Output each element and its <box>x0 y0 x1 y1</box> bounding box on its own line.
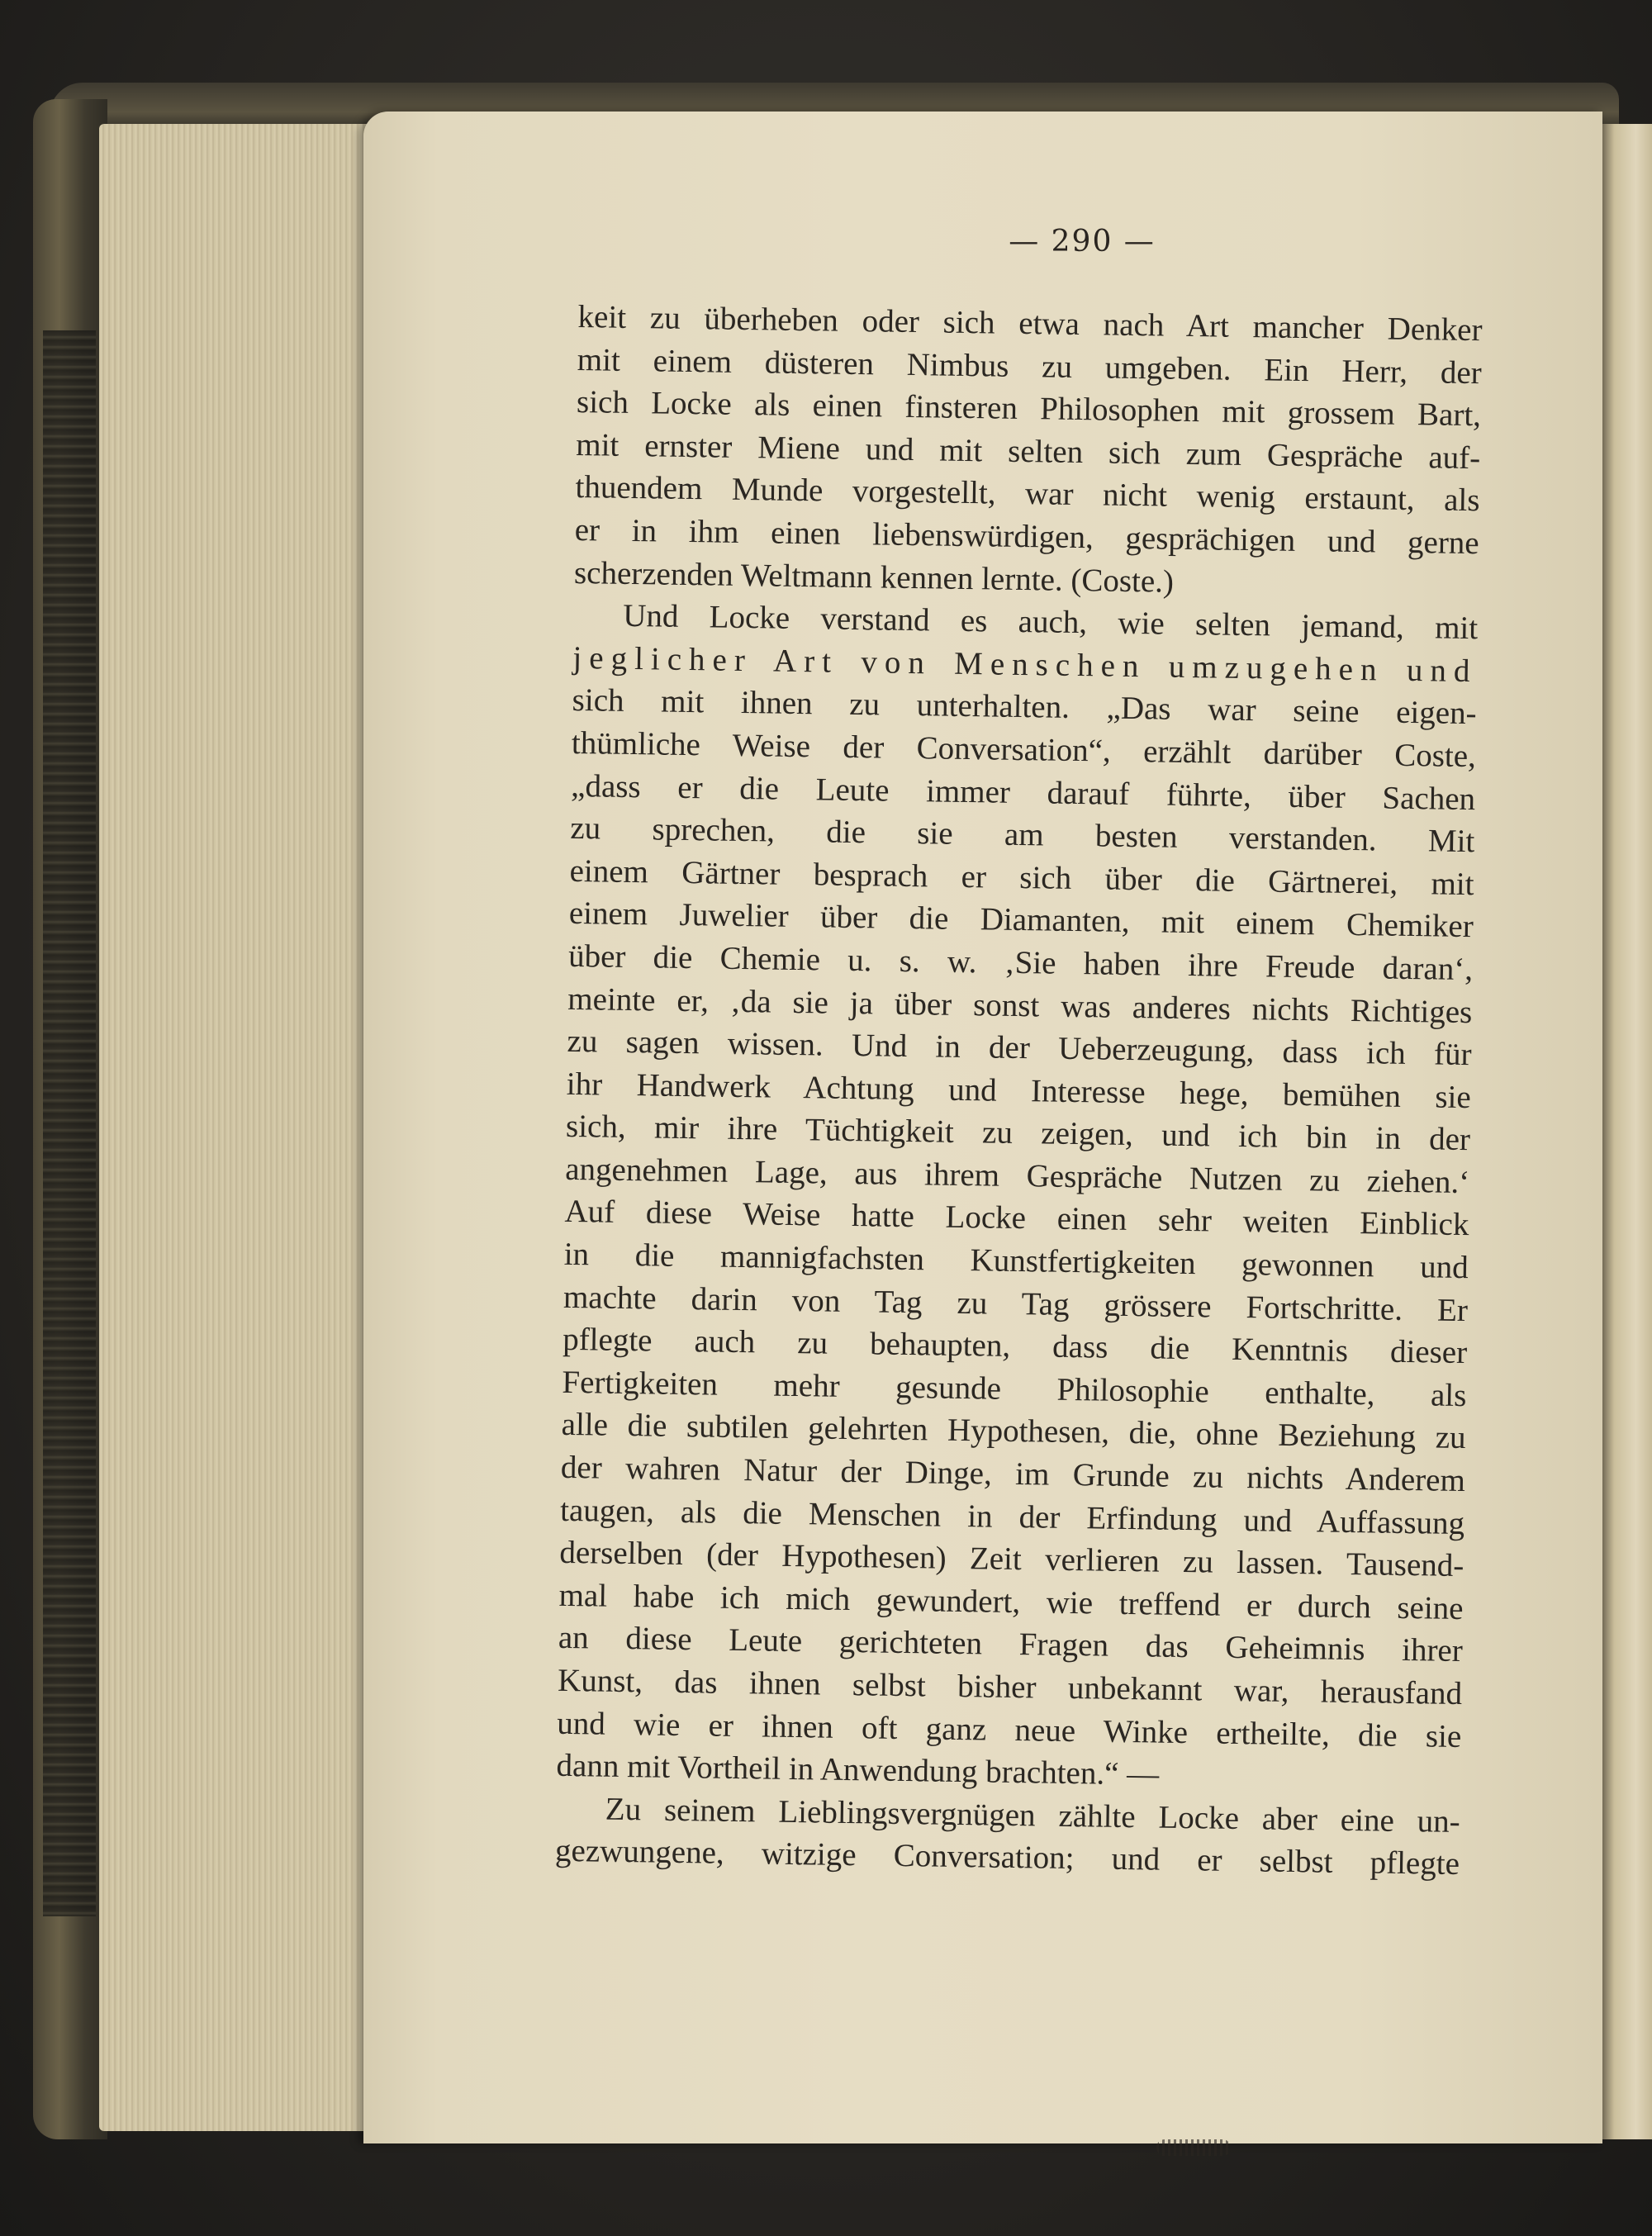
facing-page-edge <box>1598 124 1652 2139</box>
text-line: an diese Leute gerichteten Fragen das Geheimnis ihrer <box>558 1620 1464 1669</box>
book-spine-binding <box>43 330 96 1916</box>
text-line: mal habe ich mich gewundert, wie treffend er durch seine <box>558 1577 1464 1626</box>
text-line: er in ihm einen liebenswürdigen, gesprächigen und gerne <box>574 511 1479 562</box>
text-line: in die mannigfachsten Kunstfertigkeiten gewonnen und <box>563 1236 1469 1286</box>
text-line: Zu seinem Lieblingsvergnügen zählte Locke aber eine un- <box>605 1791 1461 1840</box>
print-mark <box>1156 2139 1231 2156</box>
text-line: einem Juwelier über die Diamanten, mit einem Chemiker <box>568 895 1474 945</box>
text-line: mit ernster Miene und mit selten sich zum Gespräche auf- <box>576 426 1481 477</box>
text-line: thuendem Munde vorgestellt, war nicht wenig erstaunt, als <box>575 469 1480 519</box>
text-line: der wahren Natur der Dinge, im Grunde zu nichts Anderem <box>560 1449 1466 1499</box>
text-line: dann mit Vortheil in Anwendung brachten.“ — <box>556 1747 1160 1792</box>
text-line: thümliche Weise der Conversation“, erzählt darüber Coste, <box>571 724 1477 775</box>
text-line: Auf diese Weise hatte Locke einen sehr weiten Einblick <box>564 1194 1469 1243</box>
text-line: sich Locke als einen finsteren Philosophen mit grossem Bart, <box>576 384 1482 434</box>
text-line: einem Gärtner besprach er sich über die Gärtnerei, mit <box>569 852 1474 902</box>
text-line: pflegte auch zu behaupten, dass die Kenntnis dieser <box>562 1322 1468 1371</box>
text-line: taugen, als die Menschen in der Erfindung und Auffassung <box>559 1492 1465 1541</box>
body-text <box>555 296 1483 1886</box>
text-line: jeglicher Art von Menschen umzugehen und <box>572 639 1478 689</box>
text-line: Fertigkeiten mehr gesunde Philosophie enthalte, als <box>562 1364 1467 1413</box>
text-line: angenehmen Lage, aus ihrem Gespräche Nutzen zu ziehen.‘ <box>564 1151 1470 1201</box>
text-line: Und Locke verstand es auch, wie selten jemand, mit <box>622 598 1479 647</box>
text-line: zu sagen wissen. Und in der Ueberzeugung, dass ich für <box>567 1023 1472 1073</box>
text-line: Kunst, das ihnen selbst bisher unbekannt war, herausfand <box>557 1662 1463 1712</box>
page-stack-edges <box>99 124 372 2131</box>
text-line: über die Chemie u. s. w. ‚Sie haben ihre Freude daran‘, <box>567 938 1474 988</box>
text-line: ihr Handwerk Achtung und Interesse hege, bemühen sie <box>566 1066 1472 1115</box>
text-line: sich mit ihnen zu unterhalten. „Das war seine eigen- <box>572 682 1477 732</box>
text-line: machte darin von Tag zu Tag grössere Fortschritte. Er <box>563 1279 1469 1328</box>
text-line: und wie er ihnen oft ganz neue Winke ertheilte, die sie <box>557 1705 1462 1754</box>
text-line: meinte er, ‚da sie ja über sonst was anderes nichts Richtiges <box>567 980 1473 1030</box>
text-line: keit zu überheben oder sich etwa nach Art mancher Denker <box>577 298 1483 349</box>
text-line: zu sprechen, die sie am besten verstanden. Mit <box>570 810 1475 860</box>
text-line: gezwungene, witzige Conversation; und er selbst pflegte <box>554 1833 1460 1882</box>
text-line: „dass er die Leute immer darauf führte, über Sachen <box>570 767 1476 817</box>
text-line: sich, mir ihre Tüchtigkeit zu zeigen, und ich bin in der <box>565 1109 1471 1158</box>
page-number: — 290 — <box>1009 225 1156 259</box>
text-line: mit einem düsteren Nimbus zu umgeben. Ein Herr, der <box>577 341 1483 391</box>
text-line: scherzenden Weltmann kennen lernte. (Coste.) <box>573 554 1175 600</box>
text-line: derselben (der Hypothesen) Zeit verlieren zu lassen. Tausend- <box>559 1535 1464 1584</box>
text-line: alle die subtilen gelehrten Hypothesen, die, ohne Beziehung zu <box>561 1407 1466 1456</box>
